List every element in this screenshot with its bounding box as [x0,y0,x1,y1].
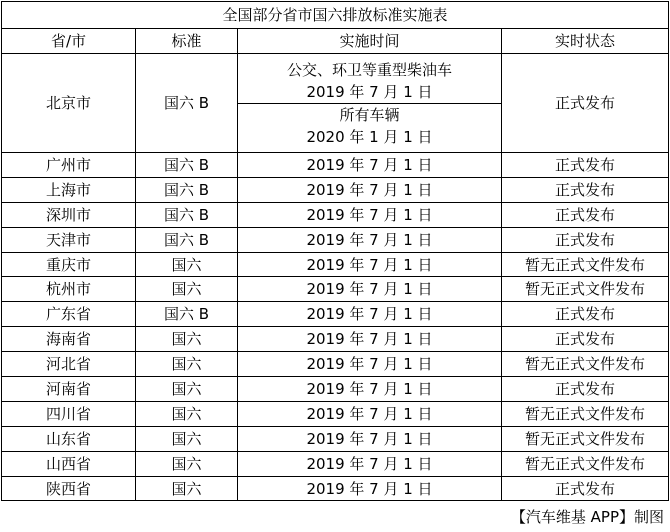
table-row [2,327,669,352]
cell-city: 四川省 [2,401,136,426]
cell-status: 正式发布 [502,476,669,501]
cell-date: 2019 年 7 月 1 日 [238,252,502,277]
cell-status: 正式发布 [502,153,669,178]
cell-standard: 国六 [136,252,238,277]
table-row [2,401,669,426]
cell-standard: 国六 [136,327,238,352]
cell-status: 正式发布 [502,227,669,252]
cell-city: 山西省 [2,451,136,476]
table-row [2,202,669,227]
cell-date-nested [238,54,502,153]
cell-standard: 国六 B [136,302,238,327]
cell-date: 2019 年 7 月 1 日 [238,227,502,252]
cell-standard: 国六 B [136,177,238,202]
cell-status: 暂无正式文件发布 [502,252,669,277]
cell-status: 暂无正式文件发布 [502,352,669,377]
cell-date: 2019 年 7 月 1 日 [238,327,502,352]
emission-standard-table [1,1,669,501]
cell-standard: 国六 [136,377,238,402]
source-credit: 【汽车维基 APP】制图 [510,508,664,526]
beijing-date-breakdown [238,59,501,148]
cell-city: 陕西省 [2,476,136,501]
cell-city: 上海市 [2,177,136,202]
cell-city: 深圳市 [2,202,136,227]
sub-label: 所有车辆 [238,103,501,126]
table-row [2,153,669,178]
cell-status: 暂无正式文件发布 [502,451,669,476]
table-row [2,277,669,302]
header-date: 实施时间 [238,29,502,54]
header-status: 实时状态 [502,29,669,54]
table-row [2,476,669,501]
cell-status: 暂无正式文件发布 [502,277,669,302]
cell-status: 正式发布 [502,202,669,227]
header-standard: 标准 [136,29,238,54]
cell-status: 正式发布 [502,377,669,402]
header-city: 省/市 [2,29,136,54]
cell-status: 正式发布 [502,327,669,352]
cell-date: 2019 年 7 月 1 日 [238,177,502,202]
table-row [2,302,669,327]
cell-standard: 国六 [136,277,238,302]
cell-standard: 国六 [136,426,238,451]
cell-date: 2019 年 7 月 1 日 [238,277,502,302]
cell-standard: 国六 B [136,202,238,227]
cell-date: 2019 年 7 月 1 日 [238,352,502,377]
cell-city: 重庆市 [2,252,136,277]
cell-date: 2019 年 7 月 1 日 [238,426,502,451]
cell-status: 正式发布 [502,177,669,202]
sub-date: 2019 年 7 月 1 日 [306,82,433,101]
emission-standard-table-container [1,1,668,501]
cell-date: 2019 年 7 月 1 日 [238,476,502,501]
cell-date: 2019 年 7 月 1 日 [238,153,502,178]
cell-city: 杭州市 [2,277,136,302]
cell-city: 北京市 [2,54,136,153]
cell-standard: 国六 [136,352,238,377]
cell-status: 正式发布 [502,302,669,327]
table-row [2,352,669,377]
cell-city: 广州市 [2,153,136,178]
table-row [2,177,669,202]
cell-city: 山东省 [2,426,136,451]
cell-city: 广东省 [2,302,136,327]
sub-date: 2020 年 1 月 1 日 [306,127,433,146]
cell-standard: 国六 [136,401,238,426]
cell-status: 暂无正式文件发布 [502,401,669,426]
cell-standard: 国六 [136,451,238,476]
table-row [2,252,669,277]
cell-date: 2019 年 7 月 1 日 [238,401,502,426]
cell-city: 海南省 [2,327,136,352]
cell-standard: 国六 B [136,54,238,153]
cell-city: 河北省 [2,352,136,377]
cell-status: 正式发布 [502,54,669,153]
cell-city: 天津市 [2,227,136,252]
cell-date: 2019 年 7 月 1 日 [238,202,502,227]
cell-city: 河南省 [2,377,136,402]
cell-status: 暂无正式文件发布 [502,426,669,451]
table-row-beijing [2,54,669,153]
table-row [2,227,669,252]
table-row [2,451,669,476]
cell-standard: 国六 B [136,153,238,178]
cell-date: 2019 年 7 月 1 日 [238,451,502,476]
table-title: 全国部分省市国六排放标准实施表 [2,2,669,29]
table-row [2,426,669,451]
cell-date: 2019 年 7 月 1 日 [238,377,502,402]
cell-standard: 国六 B [136,227,238,252]
sub-label: 公交、环卫等重型柴油车 [286,60,452,79]
cell-date: 2019 年 7 月 1 日 [238,302,502,327]
table-row [2,377,669,402]
cell-standard: 国六 [136,476,238,501]
